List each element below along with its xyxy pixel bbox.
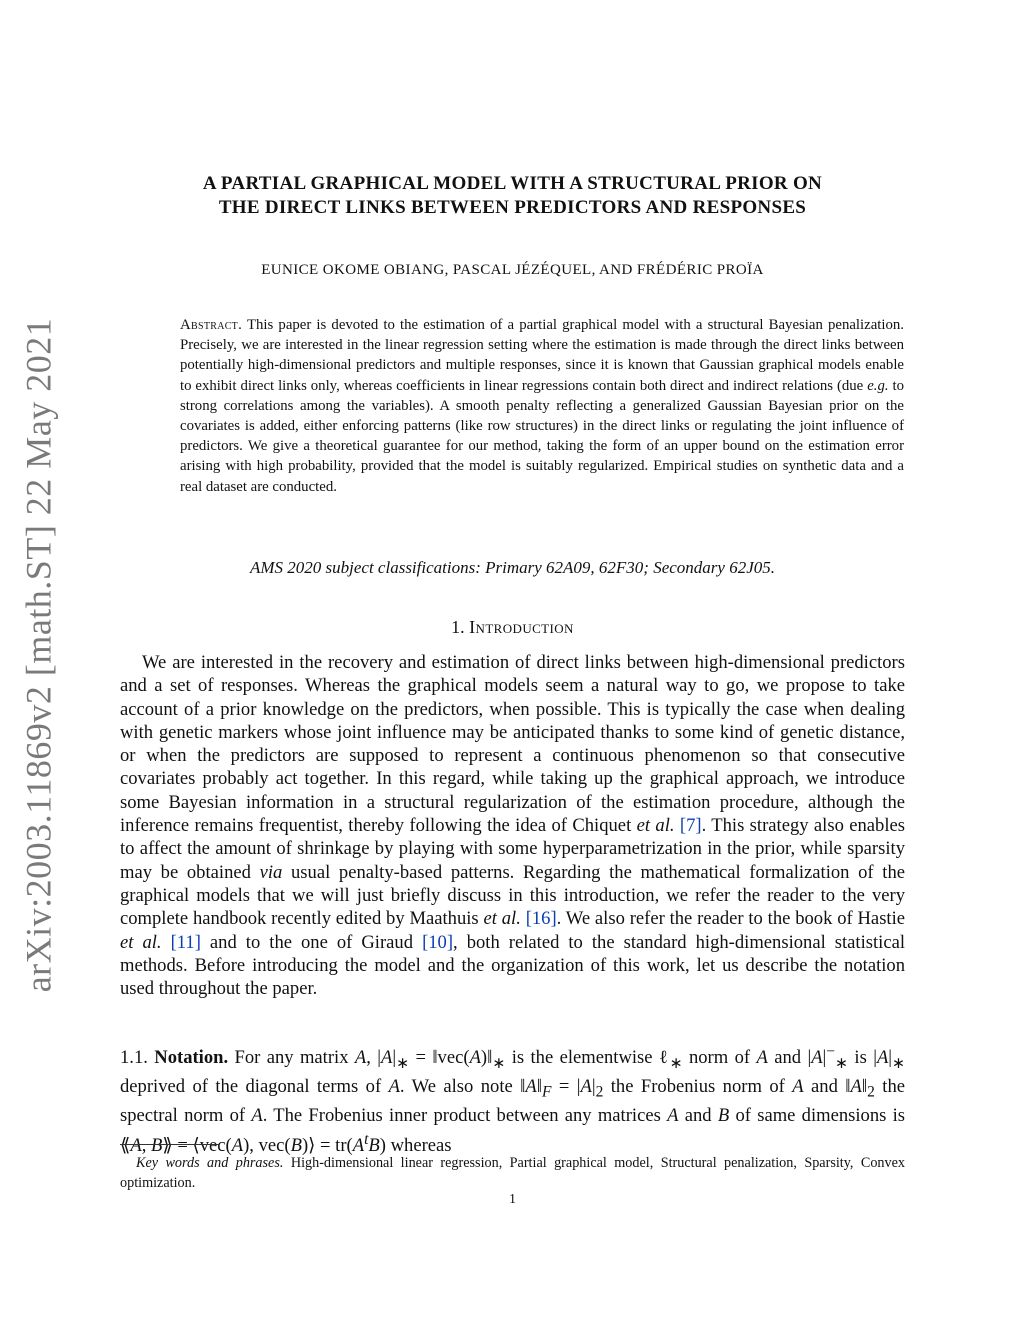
- notation-text: is: [854, 1047, 867, 1069]
- footnote-label: Key words and phrases.: [136, 1155, 284, 1171]
- citation-10[interactable]: [10]: [422, 931, 454, 953]
- intro-text-3: usual penalty-based patterns. Regarding the mathematical formalization of the graphical models that we will just briefly discuss in this introduction, we refer the reader to the very complete handbook recently edited by Maathuis: [120, 861, 905, 930]
- title-line-1: A PARTIAL GRAPHICAL MODEL WITH A STRUCTURAL PRIOR ON: [202, 173, 823, 194]
- citation-16[interactable]: [16]: [525, 908, 557, 930]
- notation-paragraph: 1.1. Notation. For any matrix A, $|A|_∗$ = $‖vec(A)‖_∗$ is the elementwise ℓ$_∗$ norm of A and $|A|^-_∗$ is $|A|_∗$ deprived of the diagonal terms of A. We also note $‖A‖_F = |A|_2$ the Frobenius norm of A and $‖A‖_2$ the spectral norm of A. The Frobenius inner product between any matrices A and B of same dimensions is ⟪A, B⟫ = ⟨vec(A), vec(B)⟩ = $tr(A^tB)$ whereas: [120, 1043, 906, 1156]
- footnote: [120, 1153, 905, 1193]
- notation-text: deprived of the diagonal terms of: [120, 1076, 382, 1098]
- authors: EUNICE OKOME OBIANG, PASCAL JÉZÉQUEL, AND FRÉDÉRIC PROÏA: [261, 262, 764, 278]
- ams-classification: AMS 2020 subject classifications: Primary 62A09, 62F30; Secondary 62J05.: [249, 558, 776, 577]
- abstract-label: Abstract.: [180, 317, 243, 333]
- notation-text: For any matrix: [234, 1047, 349, 1069]
- et-al: et al.: [120, 931, 162, 953]
- abstract-text: This paper is devoted to the estimation of a partial graphical model with a structural Bayesian penalization. Precisely, we are interested in the linear regression setting where the estimation is made through the direct links between potentially high-dimensional predictors and multiple responses, since it is known that Gaussian graphical models enable to exhibit direct links only, whereas coefficients in linear regressions contain both direct and indirect relations (due: [180, 317, 904, 394]
- notation-text: and: [684, 1105, 712, 1127]
- et-al: et al.: [636, 815, 675, 837]
- abstract-eg: e.g.: [867, 377, 889, 394]
- page-number: 1: [509, 1192, 516, 1207]
- section-heading: [120, 617, 905, 638]
- arxiv-id: arXiv:2003.11869v2 [math.ST] 22 May 2021: [18, 317, 58, 993]
- notation-text: is the elementwise: [511, 1047, 653, 1069]
- citation-7[interactable]: [7]: [679, 815, 702, 837]
- notation-text: norm of: [688, 1047, 751, 1069]
- intro-text-6: , both related to the standard high-dimensional statistical methods. Before introducing the model and the organization of this work, let us describe the notation used throughout the paper.: [120, 931, 906, 1000]
- et-al: et al.: [483, 908, 521, 930]
- notation-text: and: [774, 1047, 802, 1069]
- title-line-2: THE DIRECT LINKS BETWEEN PREDICTORS AND RESPONSES: [218, 197, 807, 218]
- abstract-text-2: to strong correlations among the variables). A smooth penalty reflecting a generalized Gaussian Bayesian prior on the covariates is added, either enforcing patterns (like row structures) in the direct links or regulating the joint influence of predictors. We give a theoretical guarantee for our method, taking the form of an upper bound on the estimation error arising with high probability, provided that the model is suitably regularized. Empirical studies on synthetic data and a real dataset are conducted.: [180, 377, 905, 495]
- citation-11[interactable]: [11]: [170, 931, 201, 953]
- abstract: [180, 315, 904, 497]
- footnote-text: High-dimensional linear regression, Partial graphical model, Structural penalization, Sparsity, Convex optimization.: [120, 1155, 905, 1191]
- intro-text-2: . This strategy also enables to affect the amount of shrinkage by playing with some hyperparametrization in the prior, while sparsity may be obtained: [120, 815, 905, 883]
- notation-text: whereas: [390, 1134, 452, 1156]
- subsection-number: 1.1.: [120, 1047, 148, 1069]
- notation-text: . The Frobenius inner product between any matrices: [262, 1105, 661, 1127]
- notation-text: the spectral norm of: [120, 1076, 905, 1127]
- section-number: 1.: [451, 617, 465, 637]
- paper-title: [120, 172, 905, 220]
- footnote-rule: [120, 1144, 220, 1145]
- subsection-title: Notation.: [154, 1047, 229, 1069]
- section-title: Introduction: [469, 617, 574, 637]
- intro-text-5: and to the one of Giraud: [209, 931, 414, 953]
- intro-text-1: We are interested in the recovery and estimation of direct links between high-dimensional predictors and a set of responses. Whereas the graphical models seem a natural way to go, we propose to take account of a prior knowledge on the predictors, when possible. This is typically the case when dealing with genetic markers whose joint influence may be anticipated thanks to some kind of genetic distance, or when the predictors are supposed to represent a continuous phenomenon so that consecutive covariates probably act together. In this regard, while taking up the graphical approach, we introduce some Bayesian information in a structural regularization of the estimation procedure, although the inference remains frequentist, thereby following the idea of Chiquet: [120, 652, 905, 837]
- notation-text: and: [811, 1076, 838, 1098]
- intro-text-4: . We also refer the reader to the book of Hastie: [556, 908, 906, 930]
- notation-text: . We also note: [399, 1076, 513, 1098]
- via: via: [259, 861, 283, 883]
- notation-text: the Frobenius norm of: [610, 1076, 785, 1098]
- intro-paragraph: [120, 651, 905, 1000]
- notation-text: of same dimensions is: [735, 1105, 906, 1127]
- arxiv-stamp: [8, 317, 68, 993]
